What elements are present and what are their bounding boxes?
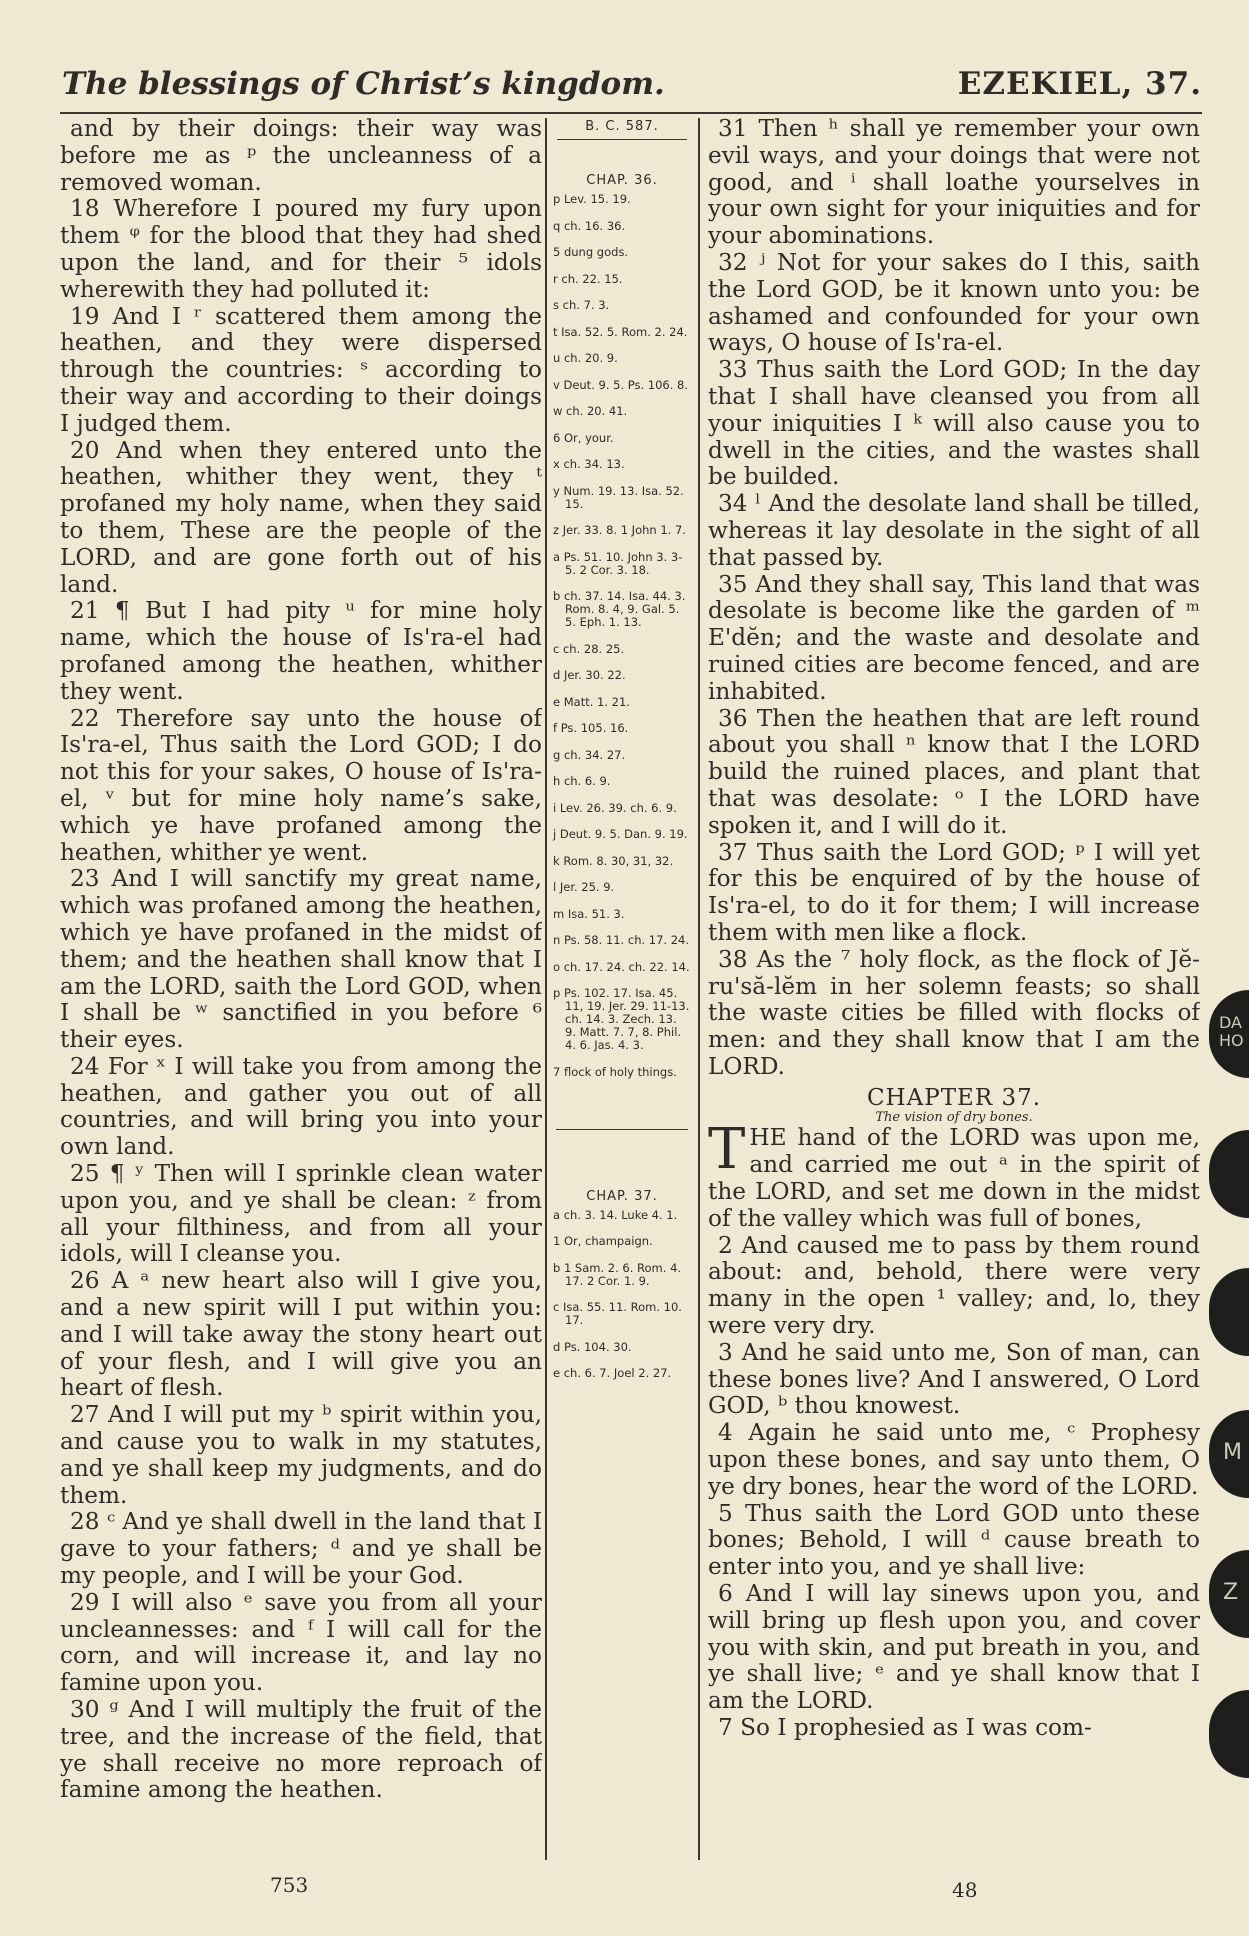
drop-cap: T: [708, 1117, 746, 1183]
cross-reference: s ch. 7. 3.: [553, 298, 610, 312]
cross-reference: r ch. 22. 15.: [553, 271, 623, 286]
left-text-column: [60, 116, 542, 1858]
verse: 2 And caused me to pass by them round about: and, behold, there were very many in the open ¹ valley; and, lo, they were very dry.: [708, 1231, 1200, 1340]
verse: 4 Again he said unto me, ᶜ Prophesy upon these bones, and say unto them, O ye dry bones, hear the word of the LORD.: [708, 1419, 1200, 1500]
verse: 26 A ᵃ new heart also will I give you, and a new spirit will I put within you: and I will take away the stony heart out of your flesh, and I will give you an heart of flesh.: [60, 1267, 542, 1402]
cross-reference: 5 dung gods.: [553, 245, 629, 259]
cross-reference: n Ps. 58. 11. ch. 17. 24.: [553, 933, 690, 947]
cross-reference: q ch. 16. 36.: [553, 218, 626, 233]
book-chapter-heading: EZEKIEL, 37.: [957, 66, 1202, 102]
header-rule: [60, 112, 1202, 114]
cross-reference: a ch. 3. 14. Luke 4. 1.: [553, 1207, 678, 1222]
thumb-index-tab[interactable]: DA HO: [1209, 990, 1249, 1078]
cross-reference: f Ps. 105. 16.: [553, 721, 629, 735]
verse: 34 ˡ And the desolate land shall be tilled, whereas it lay desolate in the sight of all that passed by.: [708, 490, 1200, 571]
cross-reference: e Matt. 1. 21.: [553, 694, 630, 709]
cross-reference: y Num. 19. 13. Isa. 52. 15.: [553, 483, 684, 511]
cross-reference: b 1 Sam. 2. 6. Rom. 4. 17. 2 Cor. 1. 9.: [553, 1260, 682, 1288]
thumb-index-tab[interactable]: [1209, 1130, 1249, 1218]
column-divider-left: [545, 118, 547, 1860]
cross-reference: h ch. 6. 9.: [553, 774, 611, 788]
cross-reference: t Isa. 52. 5. Rom. 2. 24.: [553, 324, 688, 339]
chap37-ref-heading: CHAP. 37.: [586, 1188, 658, 1204]
thumb-index-tab[interactable]: M: [1209, 1410, 1249, 1498]
chap36-ref-heading: CHAP. 36.: [586, 173, 658, 188]
cross-reference: e ch. 6. 7. Joel 2. 27.: [553, 1366, 672, 1380]
chap36-references: [553, 193, 691, 1079]
verse: and by their doings: their way was before me as ᵖ the uncleanness of a removed woman.: [60, 116, 542, 196]
verse: 37 Thus saith the Lord GOD; ᵖ I will yet for this be enquired of by the house of Is'ra-el, to do it for them; I will increase them with men like a flock.: [708, 838, 1200, 946]
cross-reference: x ch. 34. 13.: [553, 457, 625, 471]
cross-reference: 6 Or, your.: [553, 430, 614, 445]
verse: 18 Wherefore I poured my fury upon them ᵠ for the blood that they had shed upon the land, and for their ⁵ idols wherewith they had polluted it:: [60, 195, 542, 303]
cross-reference: d Ps. 104. 30.: [553, 1339, 632, 1354]
cross-reference: l Jer. 25. 9.: [553, 880, 615, 894]
verse: 7 So I prophesied as I was com-: [718, 1714, 1092, 1742]
page-header: [62, 66, 1202, 106]
verse: 21 ¶ But I had pity ᵘ for mine holy name, which the house of Is'ra-el had profaned among the heathen, whither they went.: [60, 597, 542, 705]
ref-section-rule: [556, 1129, 688, 1130]
thumb-index-tab[interactable]: [1209, 1268, 1249, 1356]
cross-reference: c ch. 28. 25.: [553, 641, 625, 656]
verse: 20 And when they entered unto the heathen, whither they went, they ᵗ profaned my holy name, when they said to them, These are the people of the LORD, and are gone forth out of his land.: [60, 436, 542, 598]
verse: 32 ʲ Not for your sakes do I this, saith the Lord GOD, be it known unto you: be ashamed and confounded for your own ways, O house of Is'ra-el.: [708, 248, 1200, 357]
chapter-subtitle: The vision of dry bones.: [875, 1110, 1033, 1126]
cross-reference: z Jer. 33. 8. 1 John 1. 7.: [553, 523, 686, 537]
cross-reference: a Ps. 51. 10. John 3. 3-5. 2 Cor. 3. 18.: [553, 549, 683, 577]
verse: 25 ¶ ʸ Then will I sprinkle clean water upon you, and ye shall be clean: ᶻ from all your filthiness, and from all your idols, will I cleanse you.: [60, 1160, 542, 1268]
cross-reference-column: [553, 118, 691, 1858]
era-rule: [557, 139, 687, 140]
verse: 5 Thus saith the Lord GOD unto these bones; Behold, I will ᵈ cause breath to enter into you, and ye shall live:: [708, 1499, 1200, 1581]
cross-reference: p Ps. 102. 17. Isa. 45. 11, 19. Jer. 29. 11-13. ch. 14. 3. Zech. 13. 9. Matt. 7. 7, 8. Phil. 4. 6. Jas. 4. 3.: [553, 986, 690, 1052]
thumb-index-tab[interactable]: [1209, 1690, 1249, 1778]
verse: 36 Then the heathen that are left round about you shall ⁿ know that I the LORD build the ruined places, and plant that that was desolate: ᵒ I the LORD have spoken it, and I will do it.: [708, 704, 1200, 839]
chapter37-verse1: HE hand of the LORD was upon me, and carried me out ᵃ in the spirit of the LORD, and set me down in the midst of the valley which was full of bones,: [708, 1124, 1200, 1232]
thumb-index-tab[interactable]: Z: [1209, 1550, 1249, 1638]
cross-reference: c Isa. 55. 11. Rom. 10. 17.: [553, 1300, 682, 1327]
cross-reference: k Rom. 8. 30, 31, 32.: [553, 853, 674, 868]
cross-reference: g ch. 34. 27.: [553, 747, 626, 762]
cross-reference: 7 flock of holy things.: [553, 1064, 677, 1079]
verse: 23 And I will sanctify my great name, which was profaned among the heathen, which ye have profaned in the midst of them; and the heathen shall know that I am the LORD, saith the Lord GOD, when I shall be ʷ sanctified in you before ⁶ their eyes.: [60, 865, 542, 1054]
cross-reference: 1 Or, champaign.: [553, 1234, 653, 1248]
column-divider-right: [698, 118, 700, 1860]
verse: 22 Therefore say unto the house of Is'ra-el, Thus saith the Lord GOD; I do not this for your sakes, O house of Is'ra-el, ᵛ but for mine holy name’s sake, which ye have profaned among the heathen, whither ye went.: [60, 704, 542, 866]
verse: 6 And I will lay sinews upon you, and will bring up flesh upon you, and cover you with skin, and put breath in you, and ye shall live; ᵉ and ye shall know that I am the LORD.: [708, 1580, 1200, 1715]
verse: 33 Thus saith the Lord GOD; In the day that I shall have cleansed you from all your iniquities I ᵏ will also cause you to dwell in the cities, and the wastes shall be builded.: [708, 356, 1200, 491]
verse: 3 And he said unto me, Son of man, can these bones live? And I answered, O Lord GOD, ᵇ thou knowest.: [708, 1338, 1200, 1420]
cross-reference: i Lev. 26. 39. ch. 6. 9.: [553, 800, 677, 815]
running-title: The blessings of Christ’s kingdom.: [62, 66, 665, 102]
era-label: B. C. 587.: [585, 119, 659, 134]
cross-reference: w ch. 20. 41.: [553, 404, 628, 418]
chapter-title: CHAPTER 37.: [866, 1084, 1042, 1111]
verse: 19 And I ʳ scattered them among the heathen, and they were dispersed through the countries: ˢ according to their way and according to their doings I judged them.: [60, 302, 542, 437]
cross-reference: o ch. 17. 24. ch. 22. 14.: [553, 959, 690, 974]
verse: 24 For ˣ I will take you from among the heathen, and gather you out of all countries, and will bring you into your own land.: [60, 1052, 542, 1161]
cross-reference: v Deut. 9. 5. Ps. 106. 8.: [553, 377, 689, 392]
verse: 38 As the ⁷ holy flock, as the flock of Jĕ-ru'să-lĕm in her solemn feasts; so shall the waste cities be filled with flocks of men: and they shall know that I am the LORD.: [708, 945, 1200, 1080]
cross-reference: d Jer. 30. 22.: [553, 668, 626, 682]
cross-reference: j Deut. 9. 5. Dan. 9. 19.: [553, 827, 688, 841]
verse: 27 And I will put my ᵇ spirit within you, and cause you to walk in my statutes, and ye shall keep my judgments, and do them.: [60, 1401, 542, 1509]
verse: 29 I will also ᵉ save you from all your uncleannesses: and ᶠ I will call for the corn, and will increase it, and lay no famine upon you.: [60, 1588, 542, 1697]
verse: 31 Then ʰ shall ye remember your own evil ways, and your doings that were not good, and ⁱ shall loathe yourselves in your own sight for your iniquities and for your abominations.: [708, 116, 1200, 250]
cross-reference: b ch. 37. 14. Isa. 44. 3. Rom. 8. 4, 9. Gal. 5. 5. Eph. 1. 13.: [553, 589, 686, 629]
cross-reference: p Lev. 15. 19.: [553, 192, 631, 206]
cross-reference: u ch. 20. 9.: [553, 351, 618, 365]
cross-reference: m Isa. 51. 3.: [553, 906, 625, 921]
verse: 28 ᶜ And ye shall dwell in the land that I gave to your fathers; ᵈ and ye shall be my people, and I will be your God.: [60, 1508, 542, 1590]
verse: 35 And they shall say, This land that was desolate is become like the garden of ᵐ E'dĕn; and the waste and desolate and ruined cities are become fenced, and are inhabited.: [708, 570, 1200, 705]
right-text-column: [708, 116, 1200, 1858]
verse: 30 ᵍ And I will multiply the fruit of the tree, and the increase of the field, that ye shall receive no more reproach of famine among the heathen.: [60, 1696, 542, 1804]
chap37-references: [553, 1209, 691, 1381]
left-page-number: 753: [270, 1873, 309, 1897]
right-page-number: 48: [952, 1878, 978, 1902]
